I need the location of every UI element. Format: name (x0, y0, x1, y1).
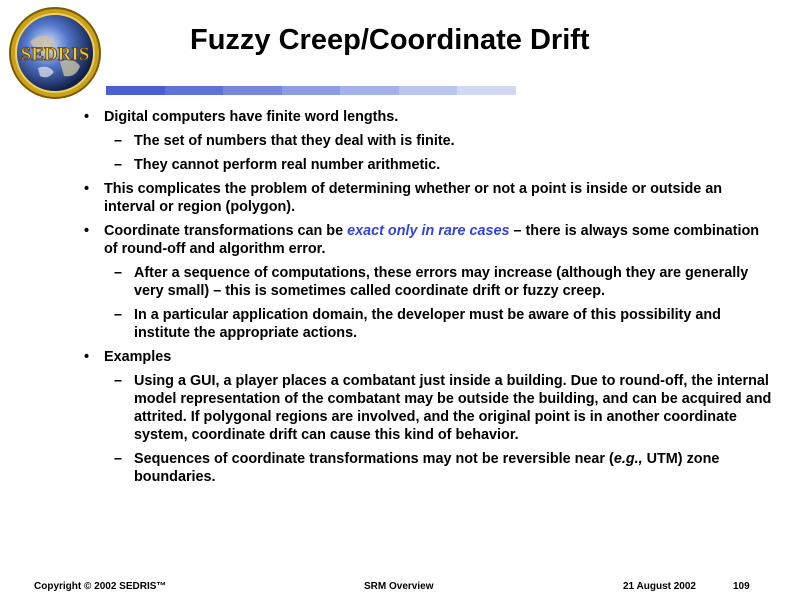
footer-date: 21 August 2002 (623, 581, 696, 592)
bullet-group-2 (84, 180, 774, 216)
bullet: • Examples (84, 348, 774, 366)
sedris-logo (8, 6, 102, 100)
bar-segment (106, 86, 165, 95)
bar-segment (340, 86, 399, 95)
page-number: 109 (733, 581, 750, 592)
footer-copyright: Copyright © 2002 SEDRIS™ (34, 581, 167, 592)
sub-bullet-text-pre: Sequences of coordinate transformations may not be reversible near ( (134, 451, 614, 467)
sub-bullet-text-post: UTM) zone boundaries. (134, 451, 720, 485)
sub-bullet: – The set of numbers that they deal with is finite. (84, 132, 774, 150)
logo-text: SEDRIS (20, 44, 90, 65)
italic-text: e.g., (613, 451, 643, 467)
bullet: • Digital computers have finite word lengths. (84, 108, 774, 126)
bullet-text-pre: Coordinate transformations can be (104, 223, 348, 239)
bar-segment (223, 86, 282, 95)
bullet-text-post: – there is always some combination of round-off and algorithm error. (104, 223, 760, 257)
bar-segment (282, 86, 341, 95)
emphasis-text: exact only in rare cases (347, 223, 510, 239)
sub-bullet (84, 450, 774, 486)
globe-logo-icon (8, 6, 102, 100)
slide-body (84, 108, 774, 492)
footer-title: SRM Overview (364, 581, 434, 592)
bar-segment (165, 86, 224, 95)
sub-bullet: – After a sequence of computations, these errors may increase (although they are generally very small) – this is sometimes called coordinate drift or fuzzy creep. (84, 264, 774, 300)
sub-bullet: – Using a GUI, a player places a combatant just inside a building. Due to round-off, the internal model representation of the combatant may be outside the building, and can be acquired and attrited. If polygonal regions are involved, and the original point is in another coordinate system, coordinate drift can cause this kind of behavior. (84, 372, 774, 444)
slide-title: Fuzzy Creep/Coordinate Drift (190, 24, 590, 56)
bullet-group-1 (84, 108, 774, 174)
bullet (84, 222, 774, 258)
bullet: • This complicates the problem of determining whether or not a point is inside or outside an interval or region (polygon). (84, 180, 774, 216)
bar-segment (399, 86, 458, 95)
bar-segment (457, 86, 516, 95)
title-underline-bar (106, 86, 516, 95)
sub-bullet: – In a particular application domain, the developer must be aware of this possibility and institute the appropriate actions. (84, 306, 774, 342)
bullet-group-4 (84, 348, 774, 486)
sub-bullet: – They cannot perform real number arithmetic. (84, 156, 774, 174)
bullet-group-3 (84, 222, 774, 342)
